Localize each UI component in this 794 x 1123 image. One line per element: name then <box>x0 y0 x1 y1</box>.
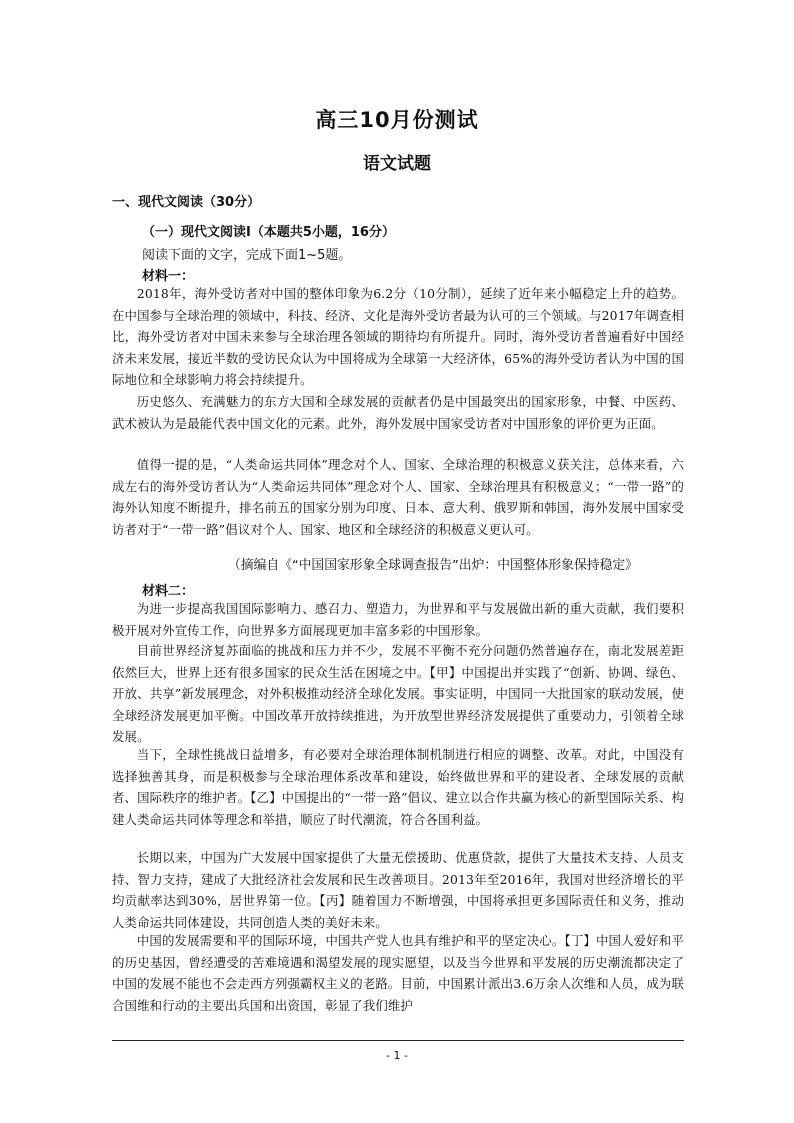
material-one-paragraph: 2018年，海外受访者对中国的整体印象为6.2分（10分制），延续了近年来小幅稳定上升的趋势。在中国参与全球治理的领域中，科技、经济、文化是海外受访者最为认可的三个领域。与2017年调查相比，海外受访者对中国未来参与全球治理各领域的期待均有所提升。同时，海外受访者普遍看好中国经济未来发展，接近半数的受访民众认为中国将成为全球第一大经济体，65%的海外受访者认为中国的国际地位和全球影响力将会持续提升。 <box>112 286 684 387</box>
exam-title: 高三10月份测试 <box>315 108 479 132</box>
subsection-heading: （一）现代文阅读Ⅰ（本题共5小题，16分） <box>142 225 395 240</box>
material-two-paragraph: 为进一步提高我国国际影响力、感召力、塑造力，为世界和平与发展做出新的重大贡献，我们要积极开展对外宣传工作，向世界多方面展现更加丰富多彩的中国形象。 <box>112 601 684 638</box>
material-one-paragraph: 值得一提的是，“人类命运共同体”理念对个人、国家、全球治理的积极意义获关注，总体来看，六成左右的海外受访者认为“人类命运共同体”理念对个人、国家、全球治理具有积极意义；“一带一路”的海外认知度不断提升，排名前五的国家分别为印度、日本、意大利、俄罗斯和韩国，海外发展中国家受访者对于“一带一路”倡议对个人、国家、地区和全球经济的积极意义更认可。 <box>112 457 684 537</box>
material-one-source: （摘编自《“中国国家形象全球调查报告”出炉：中国整体形象保持稳定》 <box>228 558 638 573</box>
page-number: - 1 - <box>386 1049 408 1062</box>
footer-divider <box>112 1040 684 1041</box>
material-two-paragraph: 目前世界经济复苏面临的挑战和压力并不少，发展不平衡不充分问题仍然普遍存在，南北发展差距依然巨大，世界上还有很多国家的民众生活在困境之中。【甲】中国提出并实践了“创新、协调、绿色、开放、共享”新发展理念，对外积极推动经济全球化发展。事实证明，中国同一大批国家的联动发展，使全球经济发展更加平衡。中国改革开放持续推进，为开放型世界经济发展提供了重要动力，引领着全球发展。 <box>112 643 684 744</box>
section-heading: 一、现代文阅读（30分） <box>112 195 261 210</box>
material-two-label: 材料二： <box>142 584 195 599</box>
subject-title: 语文试题 <box>363 154 431 174</box>
material-two-paragraph: 长期以来，中国为广大发展中国家提供了大量无偿援助、优惠贷款，提供了大量技术支持、人员支持、智力支持，建成了大批经济社会发展和民生改善项目。2013年至2016年，我国对世经济增长的平均贡献率达到30%，居世界第一位。【丙】随着国力不断增强，中国将承担更多国际责任和义务，推动人类命运共同体建设，共同创造人类的美好未来。 <box>112 850 684 930</box>
material-one-label: 材料一： <box>142 269 195 284</box>
material-one-paragraph: 历史悠久、充满魅力的东方大国和全球发展的贡献者仍是中国最突出的国家形象，中餐、中医药、武术被认为是最能代表中国文化的元素。此外，海外发展中国家受访者对中国形象的评价更为正面。 <box>112 394 684 431</box>
material-two-paragraph: 中国的发展需要和平的国际环境，中国共产党人也具有维护和平的坚定决心。【丁】中国人爱好和平的历史基因，曾经遭受的苦难境遇和渴望发展的现实愿望，以及当今世界和平发展的历史潮流都决定了中国的发展不能也不会走西方列强霸权主义的老路。目前，中国累计派出3.6万余人次维和人员，成为联合国维和行动的主要出兵国和出资国，彰显了我们维护 <box>112 933 684 1013</box>
reading-instruction: 阅读下面的文字，完成下面1~5题。 <box>142 248 352 263</box>
material-two-paragraph: 当下，全球性挑战日益增多，有必要对全球治理体制机制进行相应的调整、改革。对此，中国没有选择独善其身，而是积极参与全球治理体系改革和建设，始终做世界和平的建设者、全球发展的贡献者、国际秩序的维护者。【乙】中国提出的“一带一路”倡议、建立以合作共赢为核心的新型国际关系、构建人类命运共同体等理念和举措，顺应了时代潮流，符合各国利益。 <box>112 747 684 827</box>
